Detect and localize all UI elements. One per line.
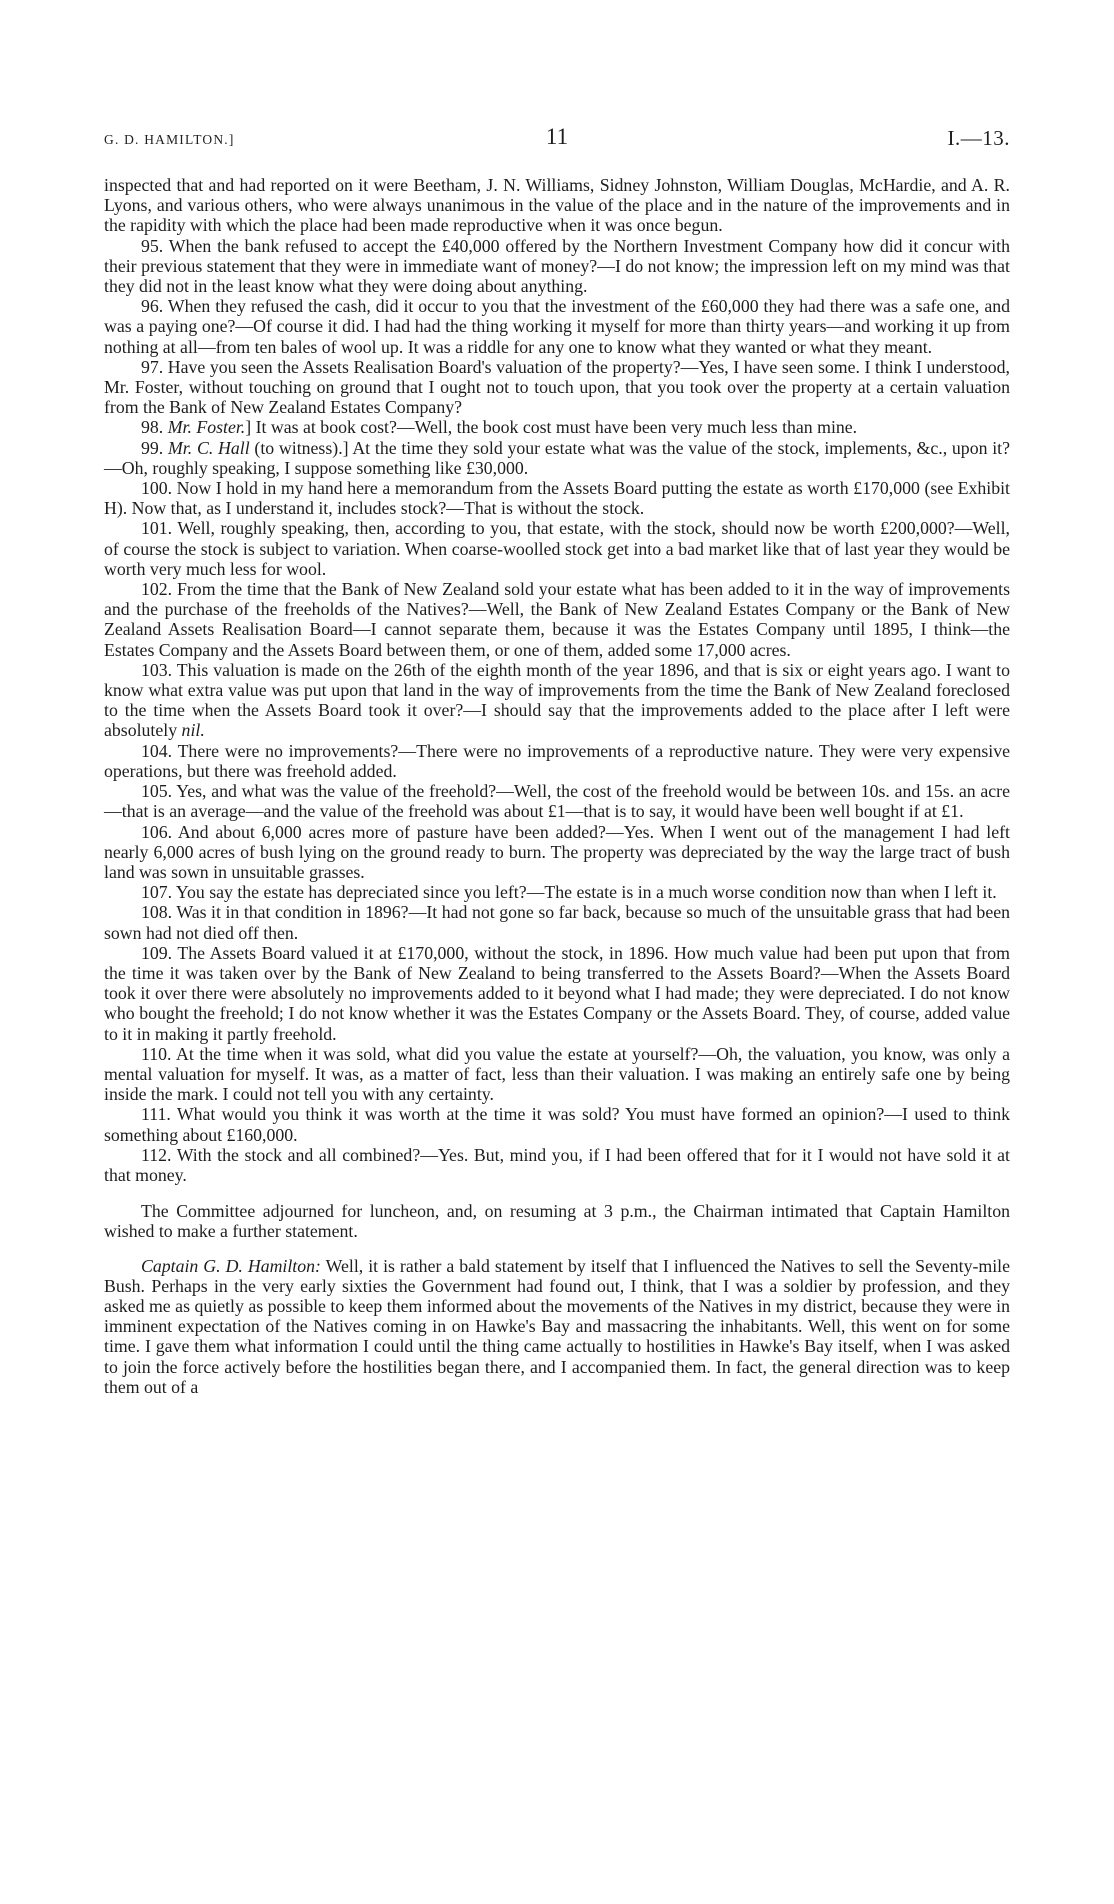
question-number: 99.	[141, 437, 164, 458]
question-text: (to witness).] At the time they sold your estate what was the value of the stock, implements, &c., upon it?—Oh, roughly speaking, I suppose something like £30,000.	[104, 437, 1011, 478]
question-101: 101. Well, roughly speaking, then, according to you, that estate, with the stock, should now be worth £200,000?—Well, of course the stock is subject to variation. When coarse-woolled stock get into a bad market like that of last year they would be worth very much less for wool.	[104, 518, 1010, 579]
evidence-text	[104, 175, 1010, 1397]
question-102: 102. From the time that the Bank of New Zealand sold your estate what has been added to it in the way of improvements and the purchase of the freeholds of the Natives?—Well, the Bank of New Zealand Estates Company or the Bank of New Zealand Assets Realisation Board—I cannot separate them, because it was the Estates Company until 1895, I think—the Estates Company and the Assets Board between them, or one of them, added some 17,000 acres.	[104, 579, 1010, 660]
paper-reference: I.—13.	[947, 126, 1010, 150]
witness-running-head: G. D. HAMILTON.]	[104, 132, 235, 147]
speaker-name: Mr. Foster.	[167, 417, 246, 438]
adjournment-note: The Committee adjourned for luncheon, and, on resuming at 3 p.m., the Chairman intimated that Captain Hamilton wished to make a further statement.	[104, 1201, 1010, 1242]
question-107: 107. You say the estate has depreciated since you left?—The estate is in a much worse condition now than when I left it.	[141, 882, 997, 903]
question-98	[104, 417, 1010, 437]
question-95: 95. When the bank refused to accept the £40,000 offered by the Northern Investment Company how did it concur with their previous statement that they were in immediate want of money?—I do not know; the impression left on my mind was that they did not in the least know what they were doing about anything.	[104, 235, 1010, 297]
speaker-name: Mr. C. Hall	[168, 437, 250, 458]
question-112: 112. With the stock and all combined?—Yes. But, mind you, if I had been offered that for it I would not have sold it at that money.	[104, 1144, 1010, 1185]
question-96: 96. When they refused the cash, did it occur to you that the investment of the £60,000 they had there was a safe one, and was a paying one?—Of course it did. I had had the thing working it myself for more than thirty years—and working it up from nothing at all—from ten bales of wool up. It was a riddle for any one to know what they wanted or what they meant.	[104, 296, 1010, 357]
question-106: 106. And about 6,000 acres more of pasture have been added?—Yes. When I went out of the management I had left nearly 6,000 acres of bush lying on the ground ready to burn. The property was depreciated by the way the large tract of bush land was sown in unsuitable grasses.	[104, 821, 1010, 882]
question-109: 109. The Assets Board valued it at £170,000, without the stock, in 1896. How much value had been put upon that from the time it was taken over by the Bank of New Zealand to being transferred to the Assets Board?—When the Assets Board took it over there were absolutely no improvements added to it beyond what I had made; they were depreciated. I do not know who bought the freehold; I do not know whether it was the Estates Company or the Assets Board. They, of course, added value to it in making it partly freehold.	[104, 942, 1010, 1044]
question-104: 104. There were no improvements?—There were no improvements of a reproductive nature. They were very expensive operations, but there was freehold added.	[104, 740, 1010, 781]
page-number: 11	[545, 124, 569, 149]
question-103	[104, 660, 1010, 741]
question-97: 97. Have you seen the Assets Realisation Board's valuation of the property?—Yes, I have seen some. I think I understood, Mr. Foster, without touching on ground that I ought not to touch upon, that you took over the property at a certain valuation from the Bank of New Zealand Estates Company?	[104, 356, 1010, 418]
paragraph-opening: inspected that and had reported on it were Beetham, J. N. Williams, Sidney Johnston, William Douglas, McHardie, and A. R. Lyons, and various others, who were always unanimous in the value of the place and in the nature of the improvements and in the rapidity with which the place had been made reproductive when it was once begun.	[104, 175, 1010, 236]
speaker-name: Captain G. D. Hamilton:	[141, 1255, 321, 1276]
question-108: 108. Was it in that condition in 1896?—It had not gone so far back, because so much of the unsuitable grass that had been sown had not died off then.	[104, 902, 1010, 943]
question-110: 110. At the time when it was sold, what did you value the estate at yourself?—Oh, the valuation, you know, was only a mental valuation for myself. It was, as a matter of fact, less than their valuation. I was making an entirely safe one by being inside the mark. I could not tell you with any certainty.	[104, 1043, 1010, 1105]
question-100: 100. Now I hold in my hand here a memorandum from the Assets Board putting the estate as worth £170,000 (see Exhibit H). Now that, as I understand it, includes stock?—That is without the stock.	[104, 478, 1010, 519]
question-text: 103. This valuation is made on the 26th of the eighth month of the year 1896, and that is six or eight years ago. I want to know what extra value was put upon that land in the way of improvements from the time the Bank of New Zealand foreclosed to the time when the Assets Board took it over?—I should say that the improvements added to the place after I left were absolutely	[104, 659, 1010, 741]
page-header	[104, 124, 1010, 158]
question-number: 98.	[141, 417, 164, 438]
statement-text: Well, it is rather a bald statement by itself that I influenced the Natives to sell the Seventy-mile Bush. Perhaps in the very early sixties the Government had found out, I think, that I was a soldier by profession, and they asked me as quietly as possible to keep them informed about the movements of the Natives in my district, because they were in imminent expectation of the Natives coming in on Hawke's Bay and massacring the inhabitants. Well, this went on for some time. I gave them what information I could until the thing came actually to hostilities in Hawke's Bay itself, when I was asked to join the force actively before the hostilities began there, and I accompanied them. In fact, the general direction was to keep them out of a	[104, 1255, 1010, 1397]
question-99	[104, 438, 1010, 478]
question-105: 105. Yes, and what was the value of the freehold?—Well, the cost of the freehold would be between 10s. and 15s. an acre—that is an average—and the value of the freehold was about £1—that is to say, it would have been well bought if at £1.	[104, 781, 1010, 822]
question-111: 111. What would you think it was worth at the time it was sold? You must have formed an opinion?—I used to think something about £160,000.	[104, 1104, 1010, 1145]
captain-statement	[104, 1256, 1010, 1397]
italic-word: nil.	[181, 720, 205, 741]
question-text: ] It was at book cost?—Well, the book cost must have been very much less than mine.	[245, 417, 858, 438]
